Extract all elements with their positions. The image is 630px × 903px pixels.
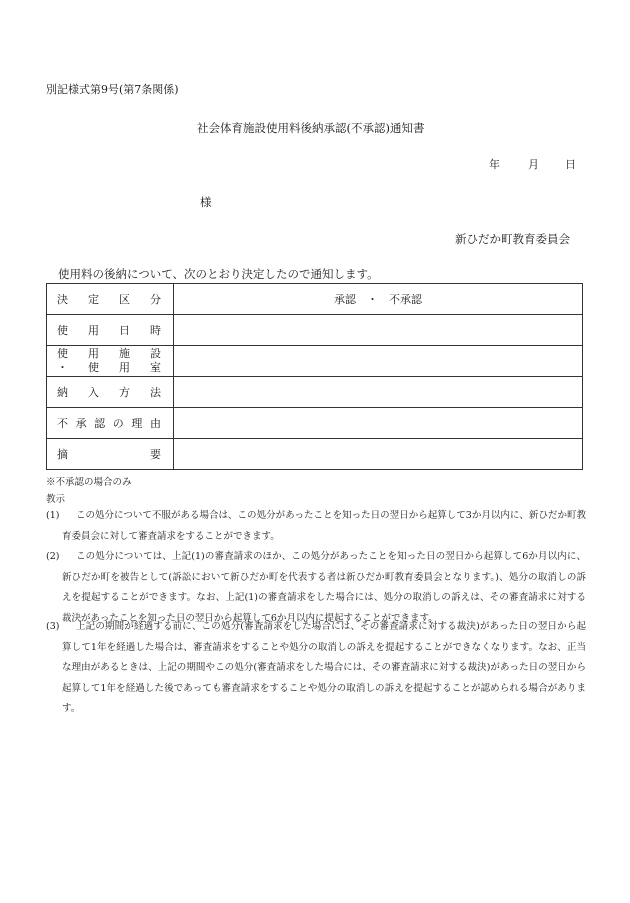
year-label: 年: [489, 158, 500, 171]
row-date: [47, 315, 583, 346]
facility-label-cell: [47, 346, 174, 377]
row-remarks: [47, 439, 583, 470]
decision-table: [46, 283, 583, 470]
instruction-item: [46, 506, 586, 547]
instruction-number: (2): [46, 551, 60, 562]
decision-options: 承認 ・ 不承認: [334, 293, 422, 306]
remarks-label-cell: [47, 439, 174, 470]
payment-method-label: 納 入 方 法: [57, 386, 161, 399]
instruction-text: この処分について不服がある場合は、この処分があったことを知った日の翌日から起算して3か月以内に、新ひだか町教育委員会に対して審査請求をすることができます。: [62, 510, 586, 542]
month-label: 月: [528, 158, 539, 171]
form-identifier: 別記様式第9号(第7条関係): [46, 83, 179, 96]
document-title: 社会体育施設使用料後納承認(不承認)通知書: [197, 121, 425, 135]
instruction-text: 上記の期間が経過する前に、この処分(審査請求をした場合には、その審査請求に対する裁決)があった日の翌日から起算して1年を経過した場合は、審査請求をすることや処分の取消しの訴えを提起することができなくなります。なお、正当な理由があるときは、上記の期間やこの処分(審査請求をした場合には、その審査請求に対する裁決)があった日の翌日から起算して1年を経過した後であっても審査請求をすることや処分の取消しの訴えを提起することが認められる場合があります。: [62, 621, 586, 714]
usage-date-label: 使 用 日 時: [57, 324, 161, 337]
reason-label-cell: [47, 408, 174, 439]
row-facility: [47, 346, 583, 377]
instruction-item: [46, 617, 586, 720]
row-decision: [47, 284, 583, 315]
row-reason: [47, 408, 583, 439]
decision-value-cell[interactable]: [174, 284, 583, 315]
instruction-number: (1): [46, 510, 60, 521]
payment-label-cell: [47, 377, 174, 408]
remarks-value-cell[interactable]: [174, 439, 583, 470]
rejection-reason-label: 不 承 認 の 理 由: [57, 417, 161, 430]
row-payment: [47, 377, 583, 408]
footnote: ※不承認の場合のみ: [46, 477, 132, 488]
issuer-name: 新ひだか町教育委員会: [455, 232, 570, 246]
rejection-reason-value-cell[interactable]: [174, 408, 583, 439]
addressee-field[interactable]: [200, 194, 212, 210]
facility-value-cell[interactable]: [174, 346, 583, 377]
instruction-heading: 教示: [46, 494, 66, 505]
date-label-cell: [47, 315, 174, 346]
remarks-label: 摘 要: [57, 448, 161, 461]
date-year-field[interactable]: [489, 156, 528, 172]
decision-label: 決 定 区 分: [57, 293, 161, 306]
addressee-suffix: 様: [200, 195, 212, 209]
facility-label: 使 用 施 設 ・ 使 用 室: [57, 347, 161, 374]
instruction-text: この処分については、上記(1)の審査請求のほか、この処分があったことを知った日の翌日から起算して6か月以内に、新ひだか町を被告として(訴訟において新ひだか町を代表する者は新ひだか町教育委員会となります。)、処分の取消しの訴えを提起することができます。なお、上記(1)の審査請求をした場合には、処分の取消しの訴えは、その審査請求に対する裁決があったことを知った日の翌日から起算して6か月以内に提起することができます。: [62, 551, 586, 624]
day-label: 日: [565, 158, 576, 171]
usage-date-value-cell[interactable]: [174, 315, 583, 346]
date-month-field[interactable]: [528, 156, 565, 172]
date-day-field[interactable]: [565, 156, 576, 172]
date-line: [489, 156, 576, 172]
decision-label-cell: [47, 284, 174, 315]
instruction-number: (3): [46, 621, 60, 632]
payment-method-value-cell[interactable]: [174, 377, 583, 408]
intro-text: 使用料の後納について、次のとおり決定したので通知します。: [58, 267, 379, 281]
